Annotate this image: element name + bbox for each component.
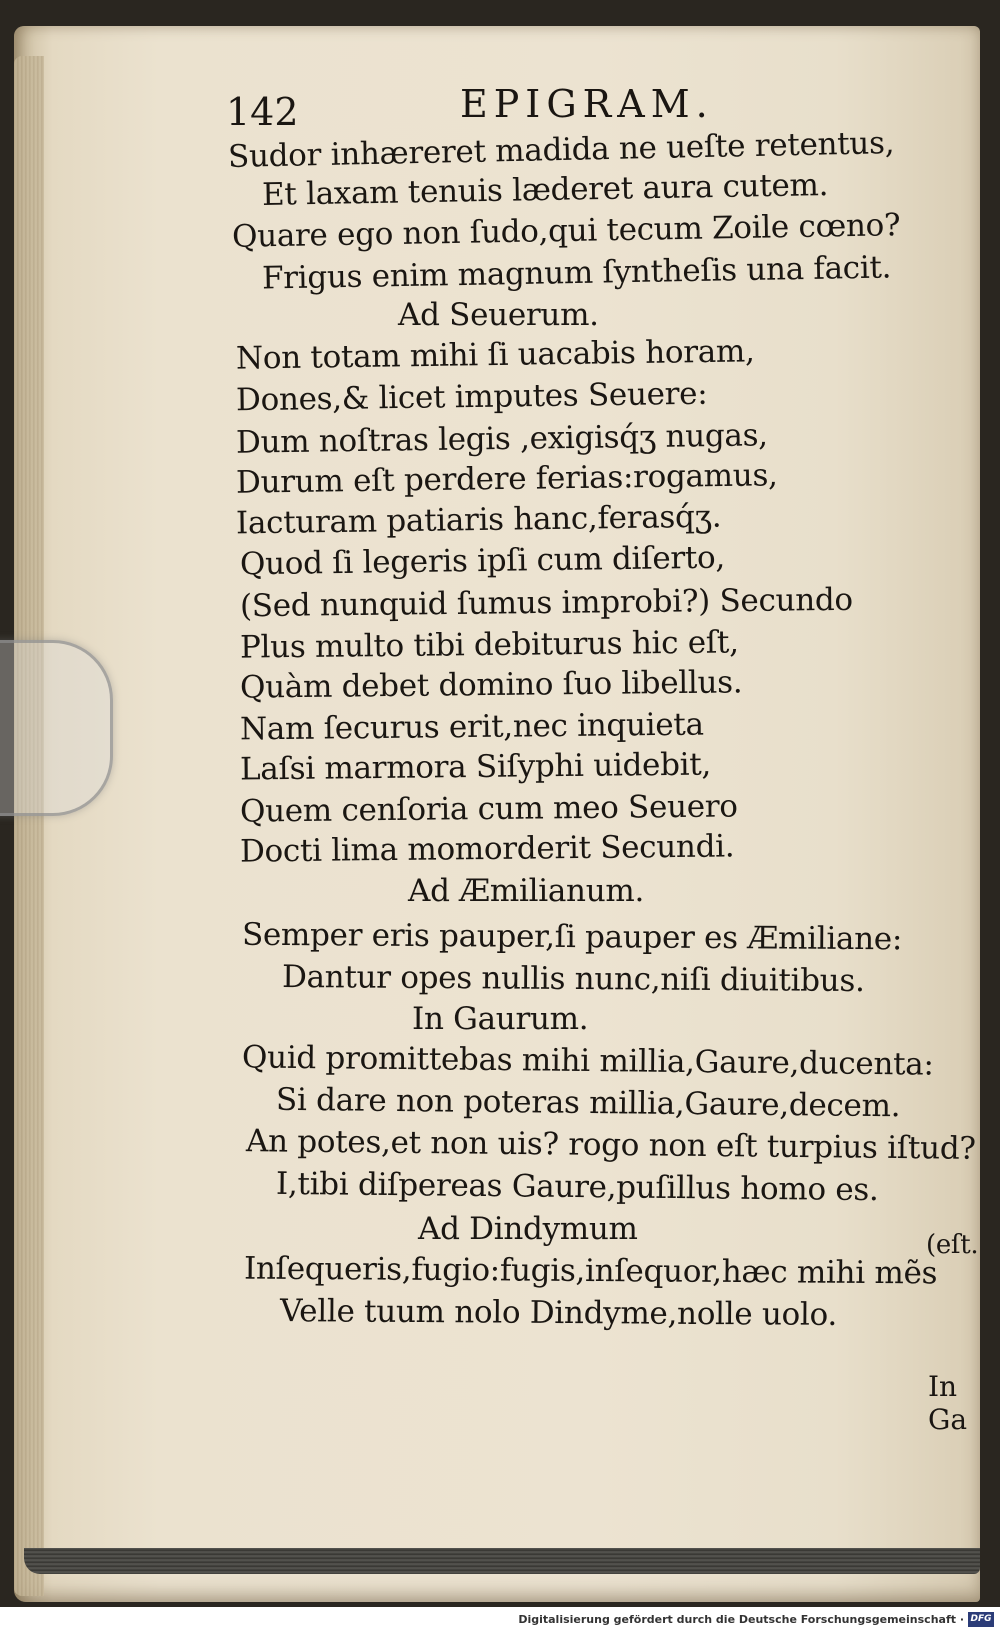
text-line: Docti lima momorderit Secundi. — [239, 828, 735, 870]
text-line: Laſsi marmora Siſyphi uidebit, — [239, 746, 712, 788]
text-line: Quod ſi legeris ipſi cum diſerto, — [239, 539, 726, 583]
text-line: Nam ſecurus erit,nec inquieta — [239, 706, 704, 748]
text-line: Durum eſt perdere ferias:rogamus, — [235, 457, 778, 501]
text-line: Quid promittebas mihi millia,Gaure,ducenta: — [241, 1039, 934, 1083]
section-heading: Ad Æmilianum. — [408, 873, 645, 909]
footer-bar — [0, 1607, 1000, 1631]
text-line: (Sed nunquid ſumus improbi?) Secundo — [239, 581, 853, 625]
section-heading: Ad Dindymum — [418, 1211, 638, 1247]
text-line: Et laxam tenuis læderet aura cutem. — [261, 167, 829, 213]
section-heading: In Gaurum. — [412, 1001, 589, 1037]
text-line: Velle tuum nolo Dindyme,nolle uolo. — [279, 1293, 838, 1333]
text-line: Plus multo tibi debiturus hic eſt, — [239, 624, 739, 666]
catchword: In Ga — [928, 1370, 968, 1436]
text-line: Quare ego non ſudo,qui tecum Zoile cœno? — [231, 207, 901, 255]
text-line: Si dare non poteras millia,Gaure,decem. — [275, 1081, 901, 1125]
text-line: Iacturam patiaris hanc,ferasq́ʒ. — [235, 498, 722, 542]
text-line: An potes,et non uis? rogo non eſt turpius iſtud? — [245, 1123, 976, 1167]
text-line: Quem cenſoria cum meo Seuero — [239, 788, 738, 830]
text-line: Sudor inhæreret madida ne ueſte retentus, — [227, 125, 895, 175]
text-line-overflow: (eſt. — [926, 1230, 979, 1260]
text-line: Dum noſtras legis ,exigisq́ʒ nugas, — [235, 417, 768, 461]
dfg-logo: DFG — [968, 1612, 994, 1627]
text-line: Dantur opes nullis nunc,niſi diuitibus. — [281, 958, 865, 1000]
running-head: EPIGRAM. — [460, 82, 714, 126]
text-line: Inſequeris,fugio:fugis,inſequor,hæc mihi mẽs — [243, 1250, 938, 1292]
text-line: I,tibi diſpereas Gaure,puſillus homo es. — [275, 1165, 879, 1209]
text-line: Non totam mihi ſi uacabis horam, — [235, 333, 755, 377]
text-line: Frigus enim magnum ſyntheſis una facit. — [261, 249, 892, 297]
text-line: Semper eris pauper,ſi pauper es Æmiliane: — [241, 916, 903, 958]
section-heading: Ad Seuerum. — [398, 297, 599, 333]
text-line: Dones,& licet imputes Seuere: — [235, 375, 708, 419]
text-line: Quàm debet domino ſuo libellus. — [239, 664, 743, 706]
footer-credit: Digitalisierung gefördert durch die Deutsche Forschungsgemeinschaft · — [518, 1613, 964, 1626]
page-number: 142 — [226, 90, 299, 134]
